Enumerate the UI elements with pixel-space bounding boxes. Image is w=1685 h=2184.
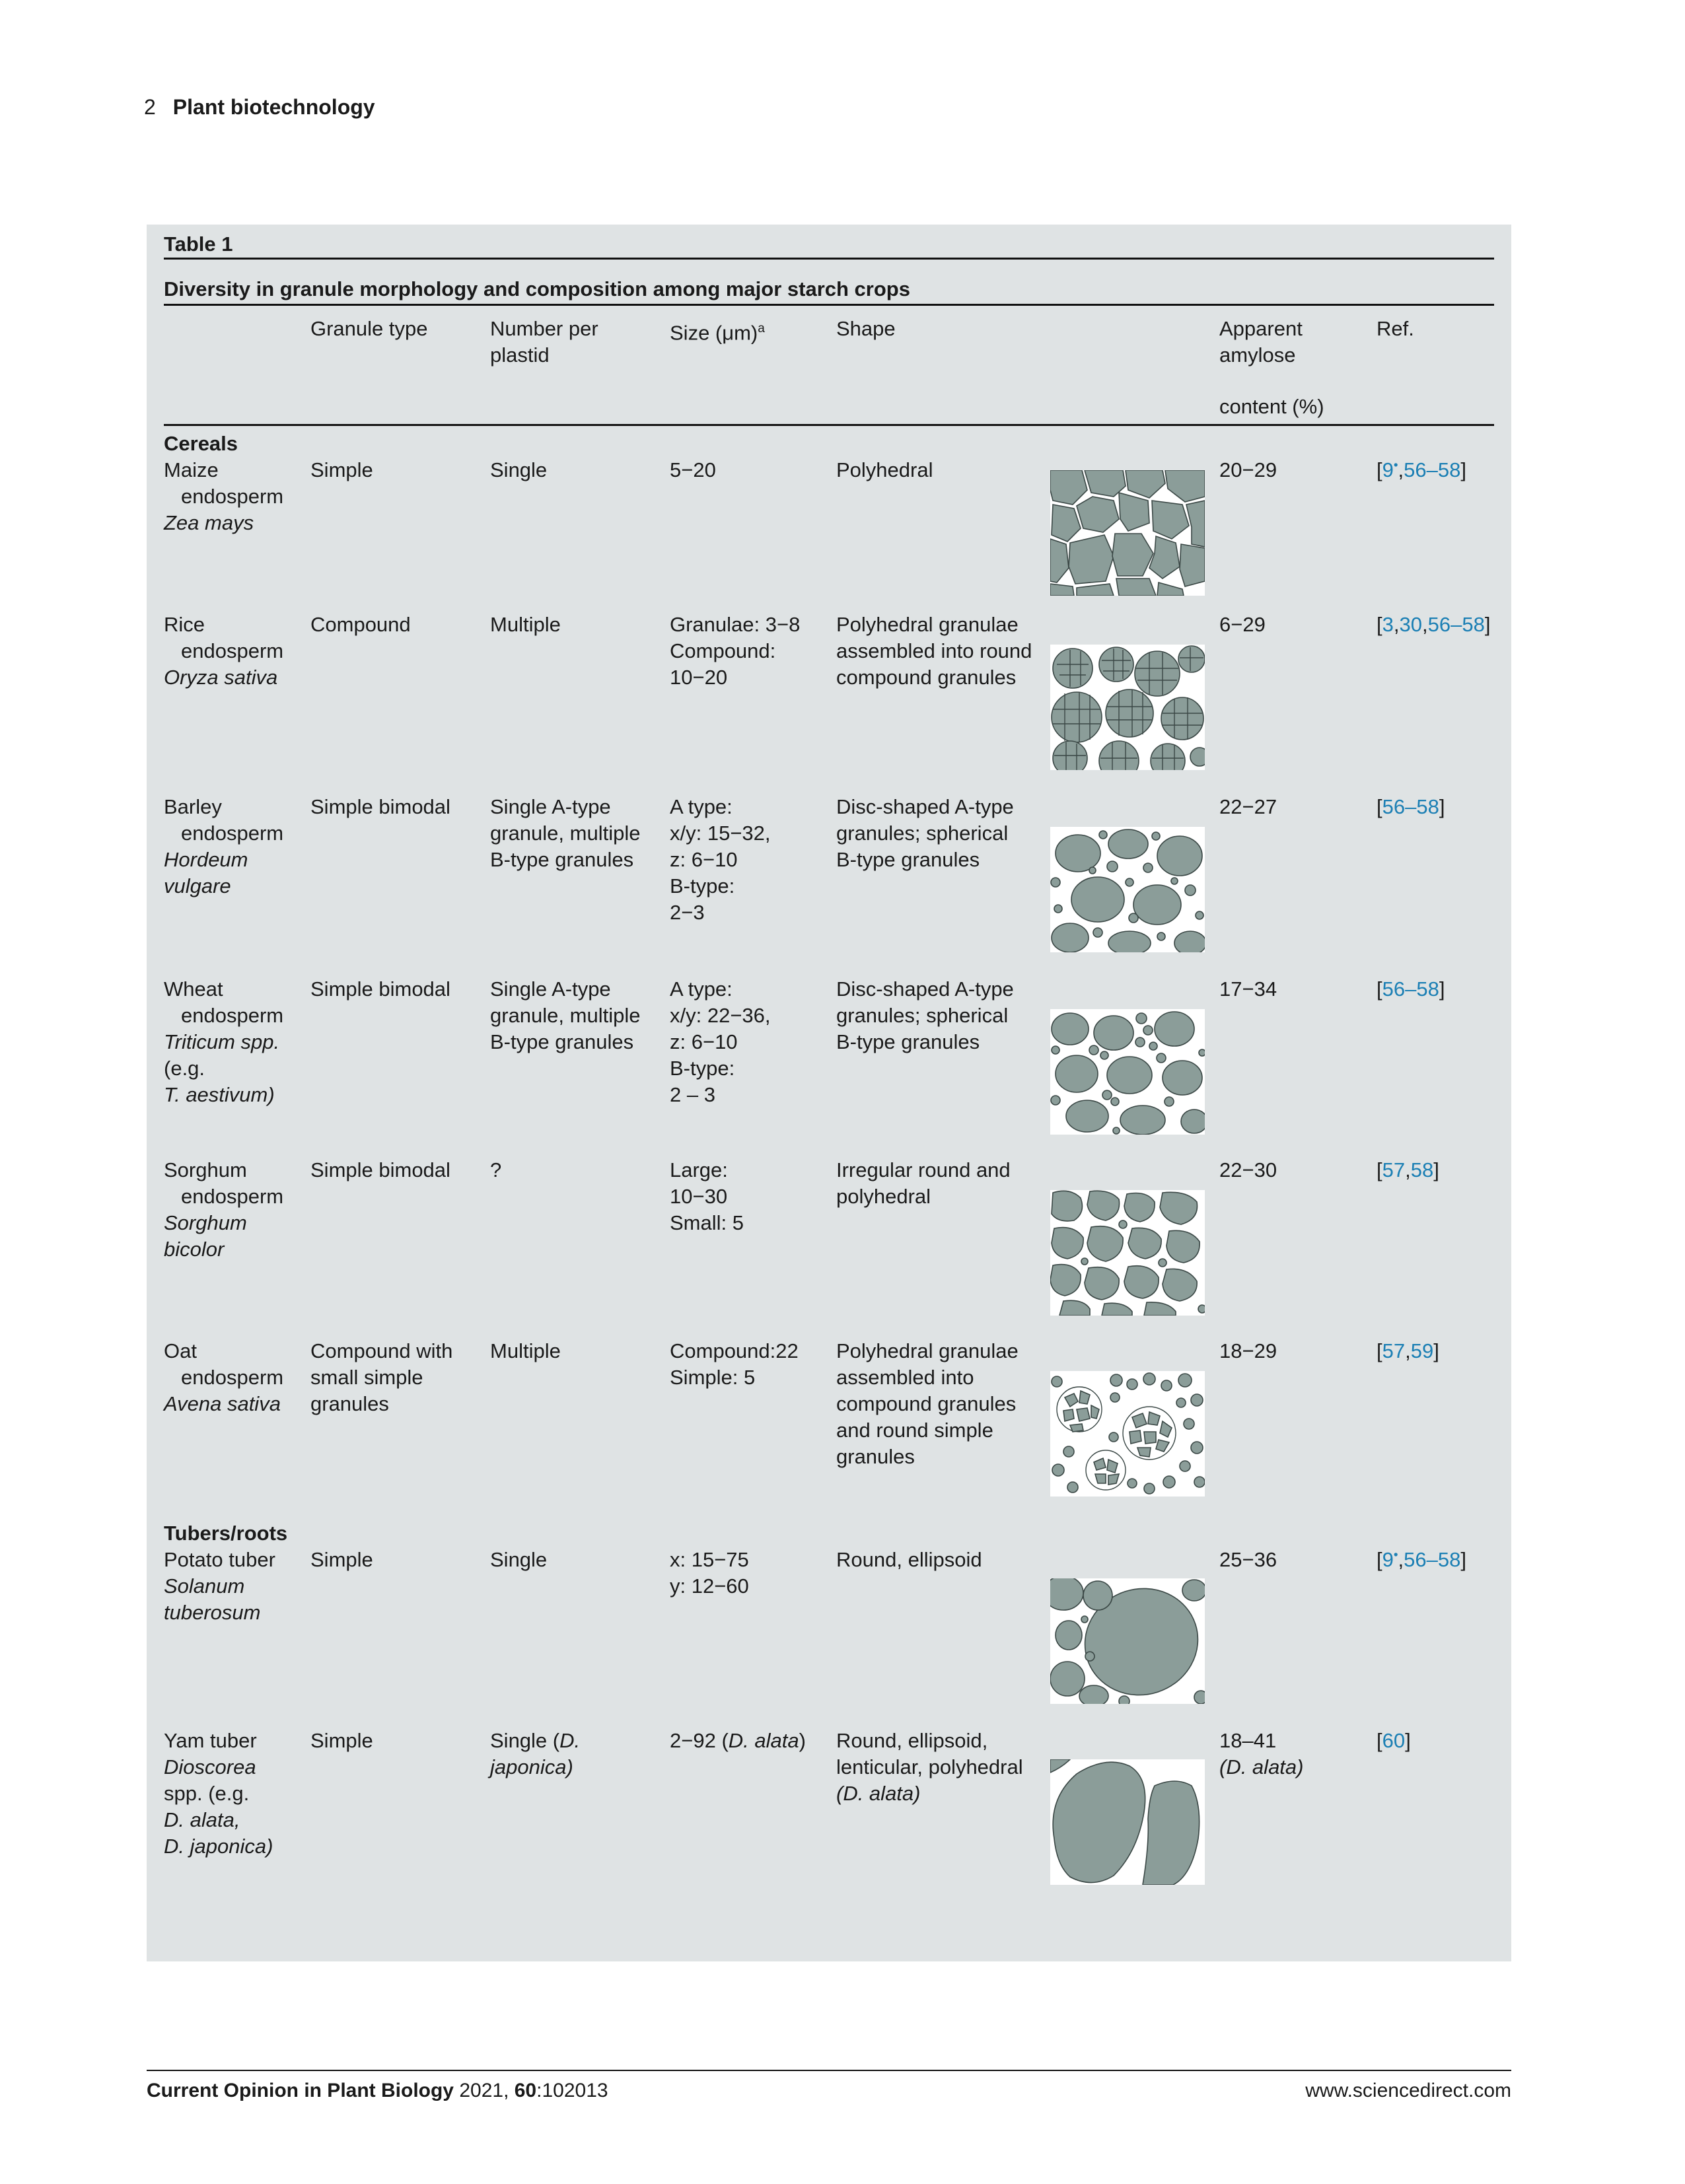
col-head-amylose: Apparent amylose content (%) (1219, 317, 1324, 418)
ref-link-56-58[interactable]: 56–58 (1427, 613, 1485, 636)
ref-cell: [60] (1377, 1729, 1411, 1752)
size-cell: x: 15−75 y: 12−60 (670, 1548, 749, 1598)
ref-link-60[interactable]: 60 (1382, 1729, 1406, 1752)
granule-type-cell: Compound (310, 613, 411, 636)
caption-rule (164, 304, 1494, 306)
bimodal-granules-icon (1050, 827, 1205, 952)
number-cell: ? (490, 1158, 502, 1181)
ref-link-30[interactable]: 30 (1399, 613, 1422, 636)
shape-cell: Disc-shaped A-type granules; spherical B-type granules (836, 795, 1014, 871)
table-label: Table 1 (164, 232, 233, 256)
ref-link-3[interactable]: 3 (1382, 613, 1394, 636)
size-cell: 2−92 (D. alata) (670, 1729, 806, 1752)
ref-cell: [9•,56–58] (1377, 458, 1466, 481)
ref-cell: [3,30,56–58] (1377, 613, 1491, 636)
number-cell: Single (490, 1548, 548, 1571)
shape-cell: Polyhedral granulae assembled into round compound granules (836, 613, 1032, 689)
ref-link-56-58[interactable]: 56–58 (1404, 1548, 1461, 1571)
number-cell: Single A-type granule, multiple B-type granules (490, 977, 641, 1053)
shape-cell: Round, ellipsoid (836, 1548, 982, 1571)
size-cell: Large: 10−30 Small: 5 (670, 1158, 744, 1234)
irregular-granules-icon (1050, 1190, 1205, 1316)
amylose-cell: 6−29 (1219, 613, 1266, 636)
polyhedral-granules-icon (1050, 470, 1205, 596)
ref-link-9[interactable]: 9 (1382, 458, 1394, 481)
table-caption: Diversity in granule morphology and composition among major starch crops (164, 277, 910, 300)
header-rule (164, 424, 1494, 426)
amylose-cell: 18−29 (1219, 1339, 1277, 1362)
running-header (144, 94, 375, 120)
group-label-cereals: Cereals (164, 432, 238, 455)
shape-cell: Round, ellipsoid, lenticular, polyhedral (D. alata) (836, 1729, 1023, 1805)
granule-type-cell: Simple bimodal (310, 795, 450, 818)
col-head-ref: Ref. (1377, 317, 1414, 340)
crop-cell: Sorghum endosperm Sorghum bicolor (164, 1158, 284, 1261)
large-granules-icon (1050, 1759, 1205, 1885)
amylose-cell: 20−29 (1219, 458, 1277, 481)
crop-cell: Maize endosperm Zea mays (164, 458, 284, 534)
compound-granules-icon (1050, 645, 1205, 770)
amylose-cell: 25−36 (1219, 1548, 1277, 1571)
amylose-cell: 18–41 (D. alata) (1219, 1729, 1304, 1779)
shape-cell: Polyhedral granulae assembled into compound granules and round simple granules (836, 1339, 1019, 1468)
size-cell: A type: x/y: 15−32, z: 6−10 B-type: 2−3 (670, 795, 771, 924)
crop-cell: Rice endosperm Oryza sativa (164, 613, 284, 689)
footer-rule (147, 2070, 1511, 2071)
granule-type-cell: Compound with small simple granules (310, 1339, 453, 1415)
amylose-cell: 22−27 (1219, 795, 1277, 818)
size-cell: Compound:22 Simple: 5 (670, 1339, 799, 1389)
col-head-number-per-plastid: Number per plastid (490, 317, 598, 367)
granule-type-cell: Simple (310, 458, 373, 481)
col-head-size: Size $(\mu m)^a$ (670, 321, 765, 345)
crop-cell: Barley endosperm Hordeum vulgare (164, 795, 284, 898)
granule-type-cell: Simple (310, 1729, 373, 1752)
ref-link-9[interactable]: 9 (1382, 1548, 1394, 1571)
compound-and-simple-granules-icon (1050, 1371, 1205, 1497)
ref-link-59[interactable]: 59 (1410, 1339, 1434, 1362)
running-title: Plant biotechnology (172, 95, 375, 119)
number-cell: Single (490, 458, 548, 481)
amylose-cell: 17−34 (1219, 977, 1277, 1001)
granule-type-cell: Simple (310, 1548, 373, 1571)
round-granules-icon (1050, 1578, 1205, 1704)
ref-link-56-58[interactable]: 56–58 (1382, 795, 1439, 818)
number-cell: Single A-type granule, multiple B-type granules (490, 795, 641, 871)
number-cell: Multiple (490, 1339, 561, 1362)
size-cell: Granulae: 3−8 Compound: 10−20 (670, 613, 801, 689)
table-top-rule (164, 258, 1494, 260)
size-cell: A type: x/y: 22−36, z: 6−10 B-type: 2 – 3 (670, 977, 771, 1106)
group-label-tubers-roots: Tubers/roots (164, 1522, 288, 1545)
ref-link-58[interactable]: 58 (1410, 1158, 1434, 1181)
journal-url[interactable]: www.sciencedirect.com (1305, 2080, 1511, 2101)
size-cell: 5−20 (670, 458, 716, 481)
ref-cell: [57,59] (1377, 1339, 1439, 1362)
crop-cell: Wheat endosperm Triticum spp. (e.g. T. aestivum) (164, 977, 284, 1106)
number-cell: Single (D. japonica) (490, 1729, 581, 1779)
granule-type-cell: Simple bimodal (310, 977, 450, 1001)
shape-cell: Polyhedral (836, 458, 933, 481)
ref-cell: [56–58] (1377, 795, 1445, 818)
shape-cell: Irregular round and polyhedral (836, 1158, 1011, 1208)
ref-cell: [9•,56–58] (1377, 1548, 1466, 1571)
ref-link-57[interactable]: 57 (1382, 1339, 1406, 1362)
bimodal-granules-icon (1050, 1009, 1205, 1135)
ref-link-57[interactable]: 57 (1382, 1158, 1406, 1181)
crop-cell: Yam tuber Dioscorea spp. (e.g. D. alata, D. japonica) (164, 1729, 273, 1858)
ref-link-56-58[interactable]: 56–58 (1404, 458, 1461, 481)
ref-link-56-58[interactable]: 56–58 (1382, 977, 1439, 1001)
journal-citation: Current Opinion in Plant Biology 2021, 60:102013 (147, 2080, 608, 2101)
ref-cell: [56–58] (1377, 977, 1445, 1001)
page-number: 2 (144, 95, 156, 119)
amylose-cell: 22−30 (1219, 1158, 1277, 1181)
granule-type-cell: Simple bimodal (310, 1158, 450, 1181)
crop-cell: Potato tuber Solanum tuberosum (164, 1548, 275, 1624)
ref-cell: [57,58] (1377, 1158, 1439, 1181)
shape-cell: Disc-shaped A-type granules; spherical B-type granules (836, 977, 1014, 1053)
col-head-granule-type: Granule type (310, 317, 428, 340)
col-head-shape: Shape (836, 317, 896, 340)
number-cell: Multiple (490, 613, 561, 636)
crop-cell: Oat endosperm Avena sativa (164, 1339, 284, 1415)
table-1-panel (147, 225, 1511, 1961)
